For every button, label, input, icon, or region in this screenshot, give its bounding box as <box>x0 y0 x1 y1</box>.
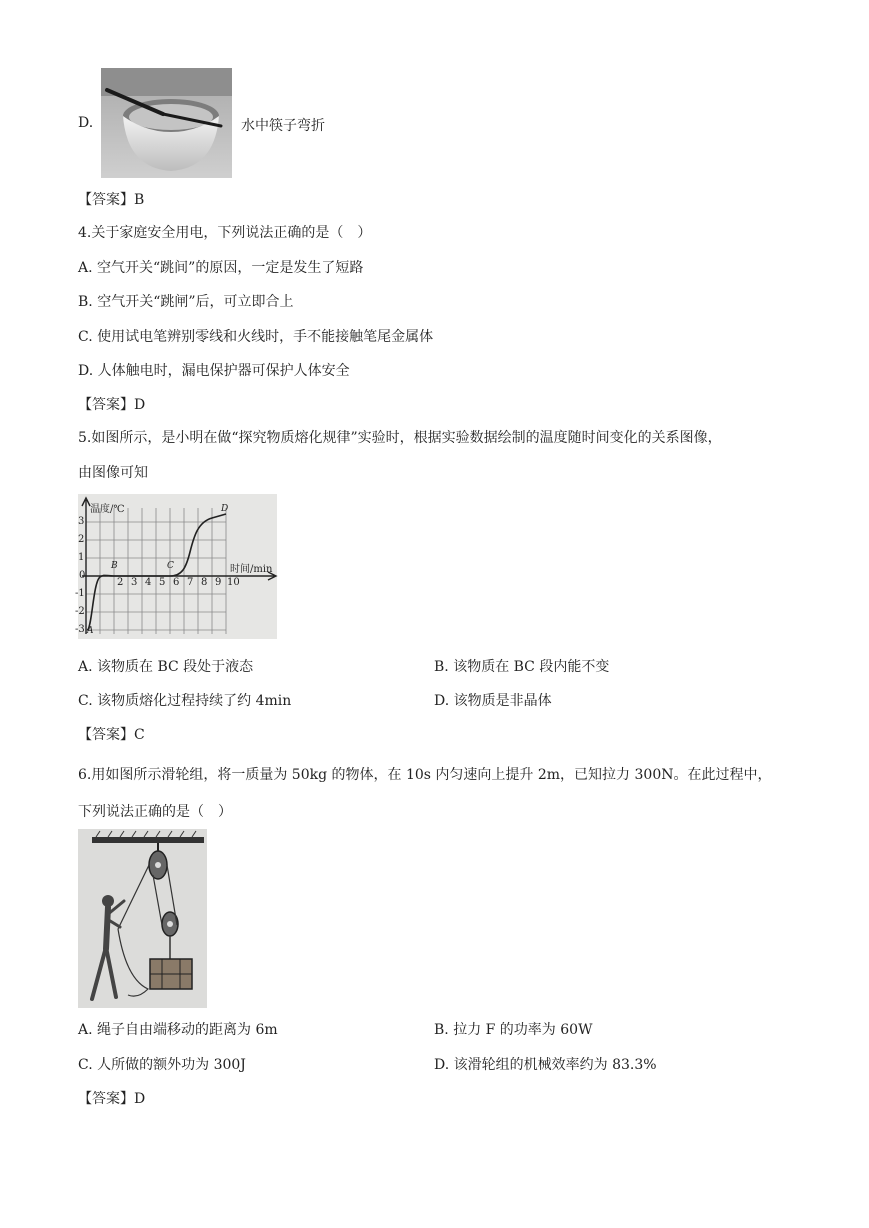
graph-point-b: B <box>111 561 118 571</box>
graph-xtick: 9 <box>215 577 222 588</box>
q6-answer: 【答案】D <box>78 1091 146 1107</box>
graph-ytick: 0 <box>79 570 86 581</box>
q5-option-d: D. 该物质是非晶体 <box>434 693 552 709</box>
graph-ytick: 2 <box>78 534 85 545</box>
q6-option-c: C. 人所做的额外功为 300J <box>78 1057 246 1073</box>
graph-ytick: 1 <box>78 552 85 563</box>
graph-xtick: 3 <box>131 577 138 588</box>
q6-option-a: A. 绳子自由端移动的距离为 6m <box>78 1022 278 1038</box>
graph-xtick: 5 <box>159 577 166 588</box>
graph-point-d: D <box>221 504 229 514</box>
q4-option-d: D. 人体触电时，漏电保护器可保护人体安全 <box>78 363 350 379</box>
option-d-caption: 水中筷子弯折 <box>241 118 325 134</box>
q5-stem-line1: 5.如图所示，是小明在做“探究物质熔化规律”实验时，根据实验数据绘制的温度随时间变化的关系图像， <box>78 430 722 446</box>
graph-xlabel: 时间/min <box>230 564 273 575</box>
graph-ytick: -1 <box>75 588 85 599</box>
q5-option-b: B. 该物质在 BC 段内能不变 <box>434 659 610 675</box>
graph-xtick: 8 <box>201 577 208 588</box>
q4-answer: 【答案】D <box>78 397 146 413</box>
temperature-time-graph <box>75 494 277 639</box>
graph-xtick: 10 <box>227 577 240 588</box>
q5-option-c: C. 该物质熔化过程持续了约 4min <box>78 693 292 709</box>
q4-option-c: C. 使用试电笔辨别零线和火线时，手不能接触笔尾金属体 <box>78 329 434 345</box>
q5-answer: 【答案】C <box>78 727 145 743</box>
graph-xtick: 2 <box>117 577 124 588</box>
q5-stem-line2: 由图像可知 <box>78 465 148 481</box>
q3-answer: 【答案】B <box>78 192 145 208</box>
graph-ytick: -2 <box>75 606 85 617</box>
graph-xtick: 7 <box>187 577 194 588</box>
q6-option-d: D. 该滑轮组的机械效率约为 83.3% <box>434 1057 657 1073</box>
graph-ylabel: 温度/℃ <box>90 504 125 515</box>
q6-option-b: B. 拉力 F 的功率为 60W <box>434 1022 593 1038</box>
graph-ytick: -3 <box>75 624 85 635</box>
q4-option-a: A. 空气开关“跳间”的原因，一定是发生了短路 <box>78 260 364 276</box>
q6-stem-line2: 下列说法正确的是（ ） <box>78 804 232 820</box>
bowl-chopstick-photo <box>101 68 232 178</box>
option-d-letter: D. <box>78 115 94 131</box>
q5-option-a: A. 该物质在 BC 段处于液态 <box>78 659 254 675</box>
graph-point-c: C <box>167 561 174 571</box>
q6-stem-line1: 6.用如图所示滑轮组，将一质量为 50kg 的物体，在 10s 内匀速向上提升 2m，已知拉力 300N。在此过程中， <box>78 767 772 783</box>
graph-ytick: 3 <box>78 516 85 527</box>
q4-option-b: B. 空气开关“跳闸”后，可立即合上 <box>78 294 294 310</box>
graph-xtick: 6 <box>173 577 180 588</box>
q4-stem: 4.关于家庭安全用电，下列说法正确的是（ ） <box>78 225 372 241</box>
pulley-system-illustration <box>78 829 207 1008</box>
graph-point-a: A <box>87 626 94 636</box>
graph-xtick: 4 <box>145 577 152 588</box>
